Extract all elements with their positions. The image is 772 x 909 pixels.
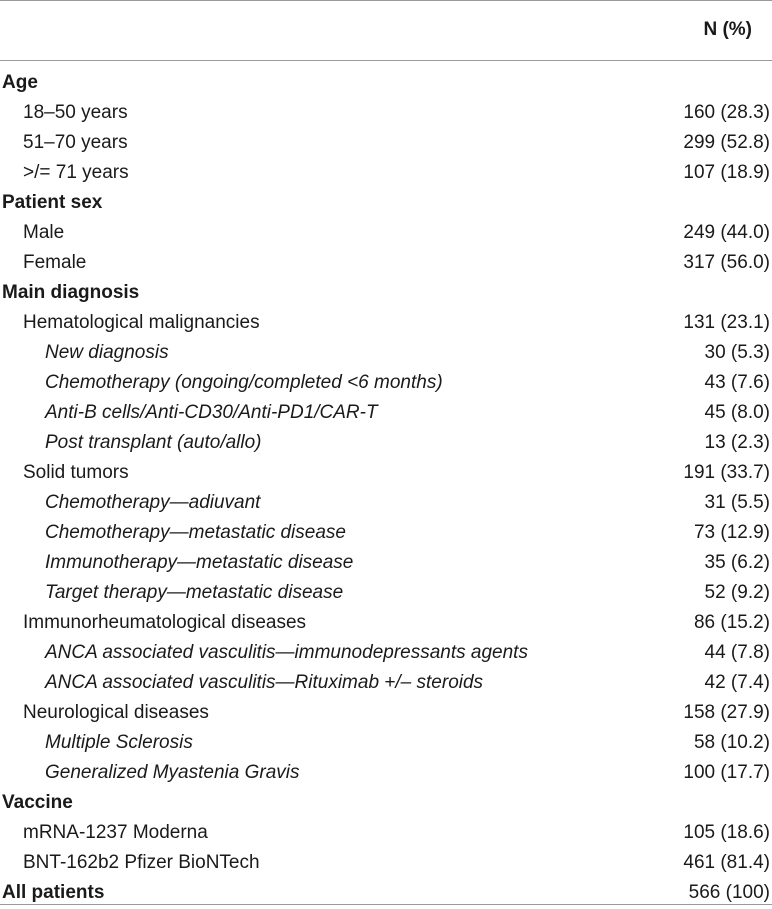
sub-row-label: Chemotherapy—adiuvant [45, 492, 261, 513]
sub-row-label: New diagnosis [45, 342, 169, 363]
row-value: 35 (6.2) [704, 552, 770, 573]
row-value: 107 (18.9) [683, 162, 770, 183]
section-heading: All patients [2, 882, 105, 903]
row-value: 43 (7.6) [704, 372, 770, 393]
row-value: 299 (52.8) [683, 132, 770, 153]
section-heading: Patient sex [2, 192, 103, 213]
row-value: 105 (18.6) [683, 822, 770, 843]
row-value: 160 (28.3) [683, 102, 770, 123]
row-label: Neurological diseases [23, 702, 209, 723]
table-row [0, 339, 772, 369]
sub-row-label: Immunotherapy—metastatic disease [45, 552, 354, 573]
row-value: 73 (12.9) [693, 522, 770, 543]
table-row [0, 309, 772, 339]
table-row [0, 849, 772, 879]
sub-row-label: Generalized Myastenia Gravis [45, 762, 300, 783]
row-label: Male [23, 222, 65, 243]
table-section-row [0, 789, 772, 819]
table-section-row [0, 279, 772, 309]
row-value: 100 (17.7) [683, 762, 770, 783]
table-row [0, 99, 772, 129]
table-header-rule [0, 60, 772, 61]
section-heading: Age [2, 72, 38, 93]
row-value: 249 (44.0) [683, 222, 770, 243]
table-row [0, 429, 772, 459]
sub-row-label: ANCA associated vasculitis—Rituximab +/– steroids [45, 672, 484, 693]
row-value: 86 (15.2) [693, 612, 770, 633]
row-value: 42 (7.4) [704, 672, 770, 693]
table-row [0, 729, 772, 759]
table-row [0, 399, 772, 429]
table-row [0, 699, 772, 729]
row-value: 52 (9.2) [704, 582, 770, 603]
row-label: BNT-162b2 Pfizer BioNTech [23, 852, 260, 873]
sub-row-label: Chemotherapy (ongoing/completed <6 months) [45, 372, 443, 393]
row-value: 45 (8.0) [704, 402, 770, 423]
table-section-row [0, 189, 772, 219]
table-section-row [0, 69, 772, 99]
row-value: 566 (100) [688, 882, 770, 903]
row-value: 31 (5.5) [704, 492, 770, 513]
table-row [0, 609, 772, 639]
table-row [0, 129, 772, 159]
row-label: Hematological malignancies [23, 312, 260, 333]
table-row [0, 819, 772, 849]
table-row [0, 639, 772, 669]
row-label: Immunorheumatological diseases [23, 612, 307, 633]
table-row [0, 159, 772, 189]
table-row [0, 579, 772, 609]
row-label: mRNA-1237 Moderna [23, 822, 208, 843]
table-top-rule [0, 0, 772, 1]
table-row [0, 519, 772, 549]
row-value: 158 (27.9) [683, 702, 770, 723]
row-value: 13 (2.3) [704, 432, 770, 453]
table-row [0, 759, 772, 789]
row-label: >/= 71 years [23, 162, 129, 183]
sub-row-label: Target therapy—metastatic disease [45, 582, 344, 603]
row-value: 191 (33.7) [683, 462, 770, 483]
row-value: 317 (56.0) [683, 252, 770, 273]
column-header-n-percent: N (%) [703, 19, 752, 40]
table-row [0, 549, 772, 579]
sub-row-label: Post transplant (auto/allo) [45, 432, 262, 453]
row-label: Female [23, 252, 87, 273]
row-value: 44 (7.8) [704, 642, 770, 663]
row-label: 18–50 years [23, 102, 128, 123]
sub-row-label: Multiple Sclerosis [45, 732, 193, 753]
section-heading: Vaccine [2, 792, 73, 813]
row-value: 30 (5.3) [704, 342, 770, 363]
table-row [0, 459, 772, 489]
section-heading: Main diagnosis [2, 282, 140, 303]
table-row [0, 489, 772, 519]
row-label: Solid tumors [23, 462, 129, 483]
table-row [0, 369, 772, 399]
table-row [0, 249, 772, 279]
row-value: 461 (81.4) [683, 852, 770, 873]
sub-row-label: ANCA associated vasculitis—immunodepressants agents [45, 642, 528, 663]
sub-row-label: Chemotherapy—metastatic disease [45, 522, 346, 543]
row-value: 131 (23.1) [683, 312, 770, 333]
row-value: 58 (10.2) [693, 732, 770, 753]
table-row [0, 219, 772, 249]
table-row [0, 669, 772, 699]
table-body [0, 69, 772, 909]
sub-row-label: Anti-B cells/Anti-CD30/Anti-PD1/CAR-T [45, 402, 378, 423]
row-label: 51–70 years [23, 132, 128, 153]
